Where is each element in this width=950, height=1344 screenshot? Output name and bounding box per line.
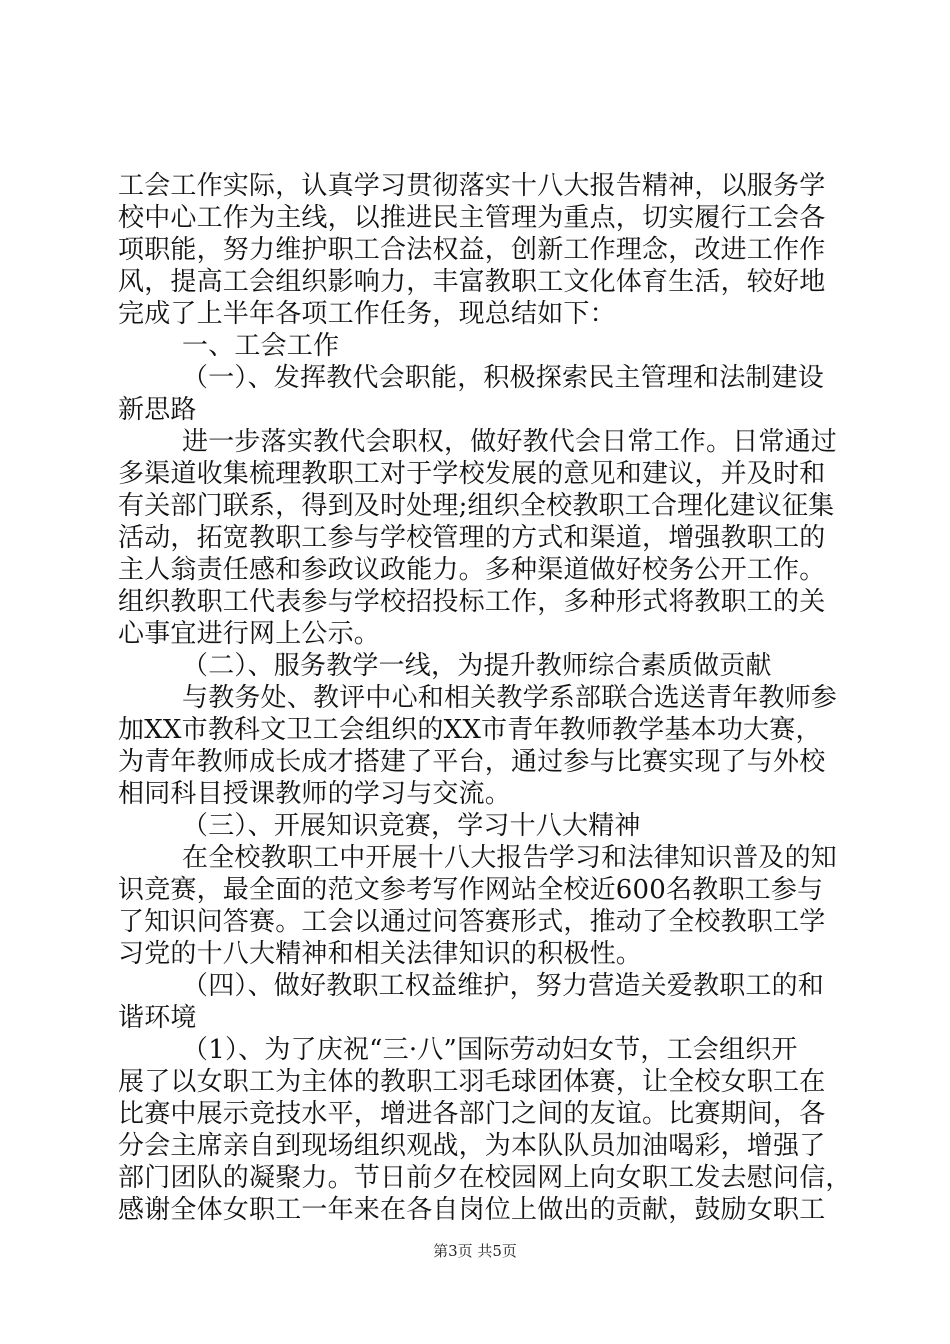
- page-footer: 第3页 共5页: [433, 1242, 517, 1260]
- text-line: 展了以女职工为主体的教职工羽毛球团体赛，让全校女职工在: [118, 1067, 826, 1097]
- text-line: 项职能，努力维护职工合法权益，创新工作理念，改进工作作: [118, 235, 826, 265]
- text-line: 新思路: [118, 395, 197, 425]
- text-line: 识竞赛，最全面的范文参考写作网站全校近600名教职工参与: [118, 875, 824, 905]
- text-line: 校中心工作为主线，以推进民主管理为重点，切实履行工会各: [118, 203, 826, 233]
- text-line: 相同科目授课教师的学习与交流。: [118, 779, 512, 809]
- text-line: （四）、做好教职工权益维护，努力营造关爱教职工的和: [182, 971, 825, 1001]
- text-line: 习党的十八大精神和相关法律知识的积极性。: [118, 939, 643, 969]
- text-line: 心事宜进行网上公示。: [118, 619, 381, 649]
- text-line: 工会工作实际，认真学习贯彻落实十八大报告精神，以服务学: [118, 171, 826, 201]
- text-line: 风，提高工会组织影响力，丰富教职工文化体育生活，较好地: [118, 267, 826, 297]
- text-line: 组织教职工代表参与学校招投标工作，多种形式将教职工的关: [118, 587, 826, 617]
- text-line: 在全校教职工中开展十八大报告学习和法律知识普及的知: [182, 843, 838, 873]
- text-line: 完成了上半年各项工作任务，现总结如下：: [118, 299, 616, 329]
- text-line: 活动，拓宽教职工参与学校管理的方式和渠道，增强教职工的: [118, 523, 826, 553]
- text-line: 加XX市教科文卫工会组织的XX市青年教师教学基本功大赛，: [118, 715, 822, 745]
- text-line: 与教务处、教评中心和相关教学系部联合选送青年教师参: [182, 683, 838, 713]
- text-line: 分会主席亲自到现场组织观战，为本队队员加油喝彩，增强了: [118, 1131, 826, 1161]
- text-line: （二）、服务教学一线，为提升教师综合素质做贡献: [182, 651, 772, 681]
- text-line: 多渠道收集梳理教职工对于学校发展的意见和建议，并及时和: [118, 459, 826, 489]
- text-line: 比赛中展示竞技水平，增进各部门之间的友谊。比赛期间，各: [118, 1099, 826, 1129]
- text-line: 部门团队的凝聚力。节日前夕在校园网上向女职工发去慰问信，: [118, 1163, 852, 1193]
- text-line: 了知识问答赛。工会以通过问答赛形式，推动了全校教职工学: [118, 907, 826, 937]
- text-line: （三）、开展知识竞赛，学习十八大精神: [182, 811, 641, 841]
- text-line: 主人翁责任感和参政议政能力。多种渠道做好校务公开工作。: [118, 555, 826, 585]
- text-line: 谐环境: [118, 1003, 197, 1033]
- text-line: 进一步落实教代会职权，做好教代会日常工作。日常通过: [182, 427, 838, 457]
- text-line: （1）、为了庆祝“三·八”国际劳动妇女节，工会组织开: [182, 1035, 798, 1065]
- document-body: [118, 170, 852, 1226]
- text-line: （一）、发挥教代会职能，积极探索民主管理和法制建设: [182, 363, 825, 393]
- text-line: 感谢全体女职工一年来在各自岗位上做出的贡献，鼓励女职工: [118, 1195, 826, 1225]
- text-line: 有关部门联系，得到及时处理;组织全校教职工合理化建议征集: [118, 491, 835, 521]
- text-line: 一、工会工作: [182, 331, 340, 361]
- text-line: 为青年教师成长成才搭建了平台，通过参与比赛实现了与外校: [118, 747, 826, 777]
